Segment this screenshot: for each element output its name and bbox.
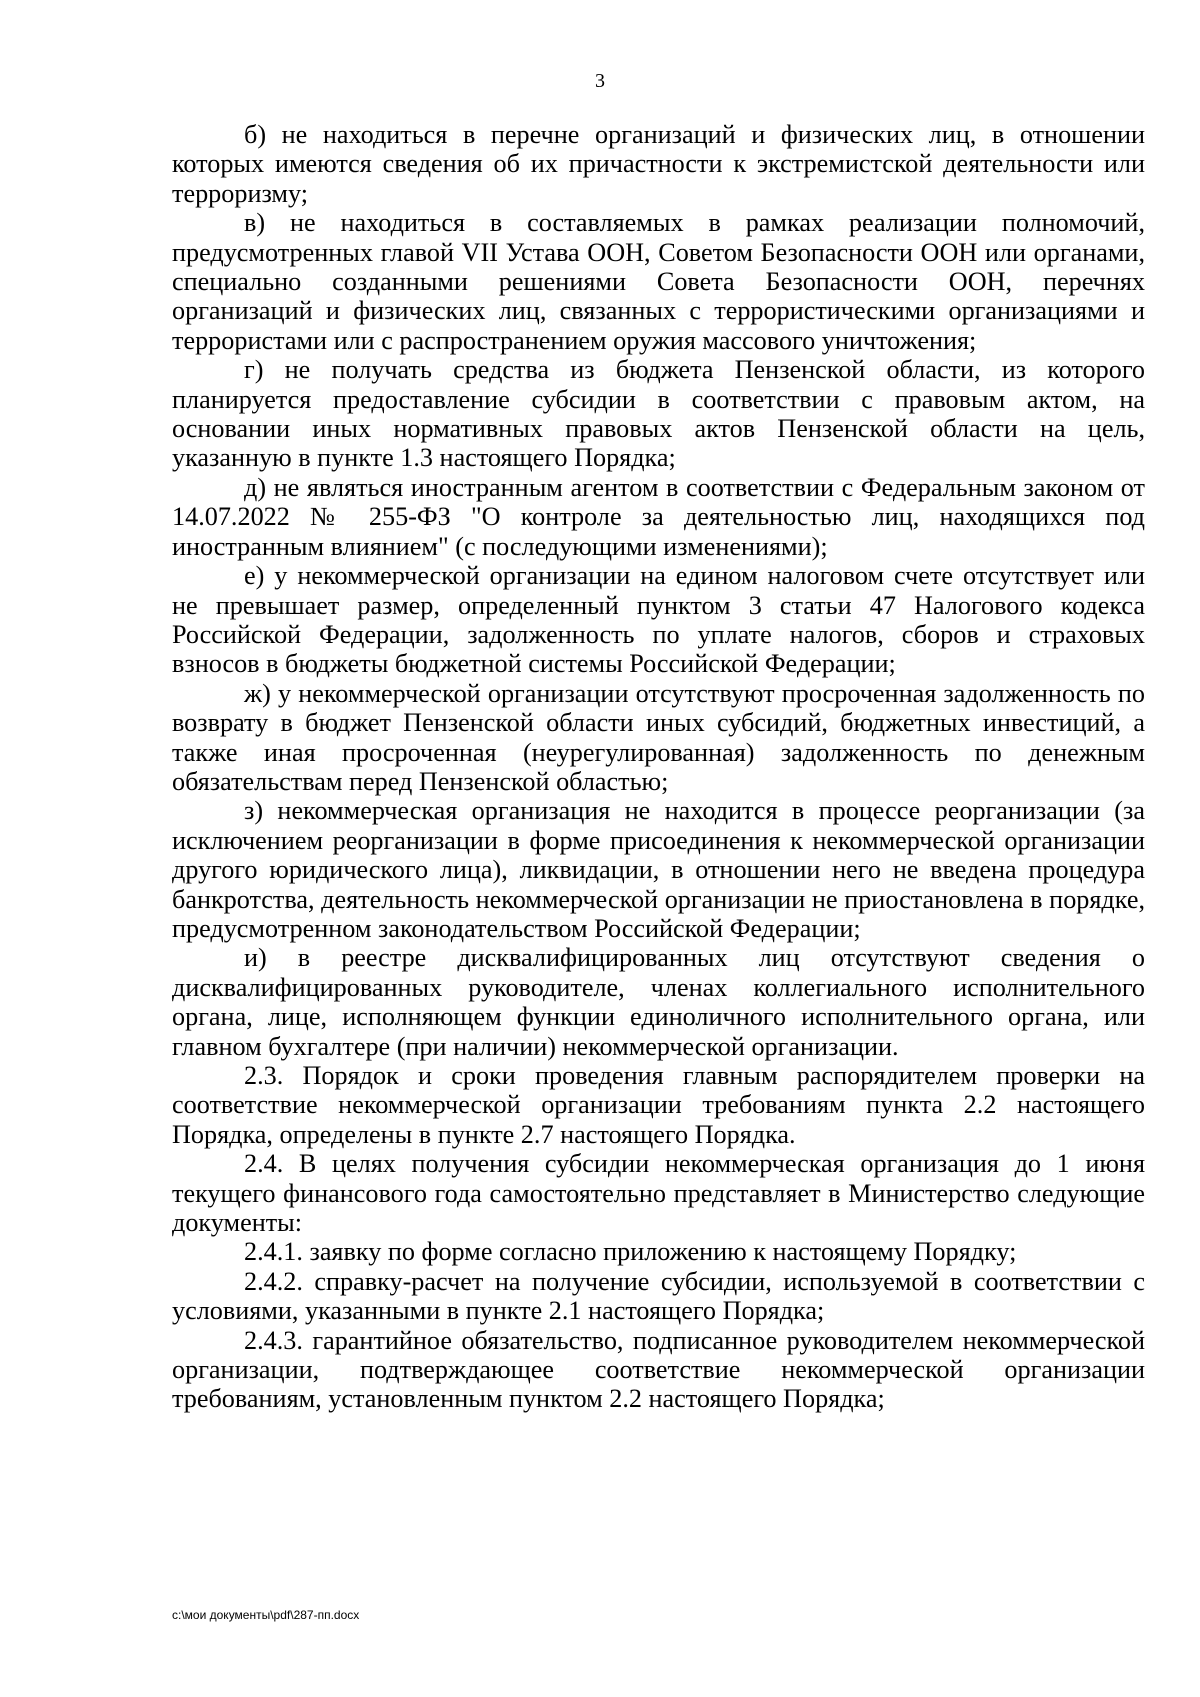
footer-file-path: c:\мои документы\pdf\287-пп.docx [172,1608,360,1622]
paragraph-e: е) у некоммерческой организации на едином налоговом счете отсутствует или не превышает размер, определенный пунктом 3 статьи 47 Налогового кодекса Российской Федерации, задолженность по уплате налогов, сборов и страховых взносов в бюджеты бюджетной системы Российской Федерации; [172,561,1145,679]
paragraph-z: з) некоммерческая организация не находится в процессе реорганизации (за исключением реорганизации в форме присоединения к некоммерческой организации другого юридического лица), ликвидации, в отношении него не введена процедура банкротства, деятельность некоммерческой организации не приостановлена в порядке, предусмотренном законодательством Российской Федерации; [172,796,1145,943]
paragraph-2-4-2: 2.4.2. справку-расчет на получение субсидии, используемой в соответствии с условиями, указанными в пункте 2.1 настоящего Порядка; [172,1266,1145,1326]
paragraph-2-3: 2.3. Порядок и сроки проведения главным распорядителем проверки на соответствие некоммерческой организации требованиям пункта 2.2 настоящего Порядка, определены в пункте 2.7 настоящего Порядка. [172,1061,1145,1149]
paragraph-d: д) не являться иностранным агентом в соответствии с Федеральным законом от 14.07.2022 № 255-ФЗ "О контроле за деятельностью лиц, находящихся под иностранным влиянием" (с последующими изменениями); [172,472,1145,561]
paragraph-2-4-1: 2.4.1. заявку по форме согласно приложению к настоящему Порядку; [244,1237,1017,1267]
paragraph-g: г) не получать средства из бюджета Пензенской области, из которого планируется предоставление субсидии в соответствии с правовым актом, на основании иных нормативных правовых актов Пензенской области на цель, указанную в пункте 1.3 настоящего Порядка; [172,355,1145,473]
document-body [172,120,1145,1414]
paragraph-b: б) не находиться в перечне организаций и физических лиц, в отношении которых имеются сведения об их причастности к экстремистской деятельности или терроризму; [172,120,1145,208]
paragraph-2-4-3: 2.4.3. гарантийное обязательство, подписанное руководителем некоммерческой организации, подтверждающее соответствие некоммерческой организации требованиям, установленным пунктом 2.2 настоящего Порядка; [172,1325,1145,1414]
paragraph-i: и) в реестре дисквалифицированных лиц отсутствуют сведения о дисквалифицированных руководителе, членах коллегиального исполнительного органа, лице, исполняющем функции единоличного исполнительного органа, или главном бухгалтере (при наличии) некоммерческой организации. [172,943,1145,1061]
paragraph-zh: ж) у некоммерческой организации отсутствуют просроченная задолженность по возврату в бюджет Пензенской области иных субсидий, бюджетных инвестиций, а также иная просроченная (неурегулированная) задолженность по денежным обязательствам перед Пензенской областью; [172,678,1145,796]
paragraph-2-4: 2.4. В целях получения субсидии некоммерческая организация до 1 июня текущего финансового года самостоятельно представляет в Министерство следующие документы: [172,1149,1145,1238]
paragraph-v: в) не находиться в составляемых в рамках реализации полномочий, предусмотренных главой VII Устава ООН, Советом Безопасности ООН или органами, специально созданными решениями Совета Безопасности ООН, перечнях организаций и физических лиц, связанных с террористическими организациями и террористами или с распространением оружия массового уничтожения; [172,208,1145,355]
page-number: 3 [595,70,605,92]
